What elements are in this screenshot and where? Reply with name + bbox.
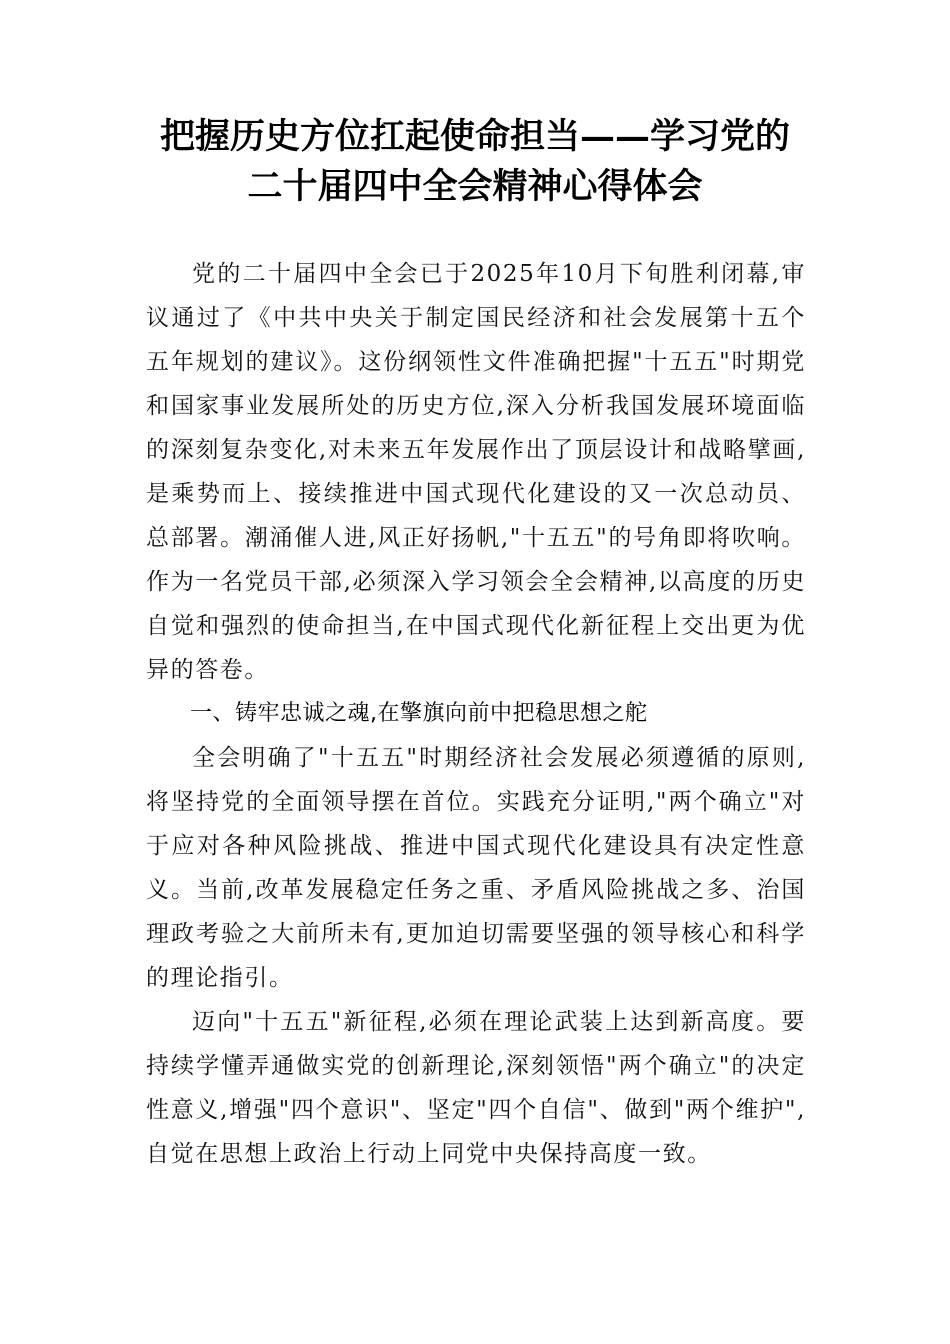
section-1-paragraph-2: 迈向"十五五"新征程,必须在理论武装上达到新高度。要持续学懂弄通做实党的创新理论,深刻领悟"两个确立"的决定性意义,增强"四个意识"、坚定"四个自信"、做到"两个维护",自觉在思想上政治上行动上同党中央保持高度一致。: [146, 1009, 806, 1167]
title-line-1: 把握历史方位扛起使命担当——学习党的: [159, 116, 790, 157]
title-line-2: 二十届四中全会精神心得体会: [247, 166, 703, 207]
intro-paragraph: 党的二十届四中全会已于2025年10月下旬胜利闭幕,审议通过了《中共中央关于制定国民经济和社会发展第十五个五年规划的建议》。这份纲领性文件准确把握"十五五"时期党和国家事业发展所处的历史方位,深入分析我国发展环境面临的深刻复杂变化,对未来五年发展作出了顶层设计和战略擘画,是乘势而上、接续推进中国式现代化建设的又一次总动员、总部署。潮涌催人进,风正好扬帆,"十五五"的号角即将吹响。作为一名党员干部,必须深入学习领会全会精神,以高度的历史自觉和强烈的使命担当,在中国式现代化新征程上交出更为优异的答卷。: [146, 261, 806, 683]
document-title: [140, 112, 810, 212]
section-heading-1: 一、铸牢忠诚之魂,在擎旗向前中把稳思想之舵: [190, 701, 648, 726]
section-1-paragraph-1: 全会明确了"十五五"时期经济社会发展必须遵循的原则,将坚持党的全面领导摆在首位。实践充分证明,"两个确立"对于应对各种风险挑战、推进中国式现代化建设具有决定性意义。当前,改革发展稳定任务之重、矛盾风险挑战之多、治国理政考验之大前所未有,更加迫切需要坚强的领导核心和科学的理论指引。: [146, 745, 806, 991]
document-body: [146, 252, 806, 1176]
